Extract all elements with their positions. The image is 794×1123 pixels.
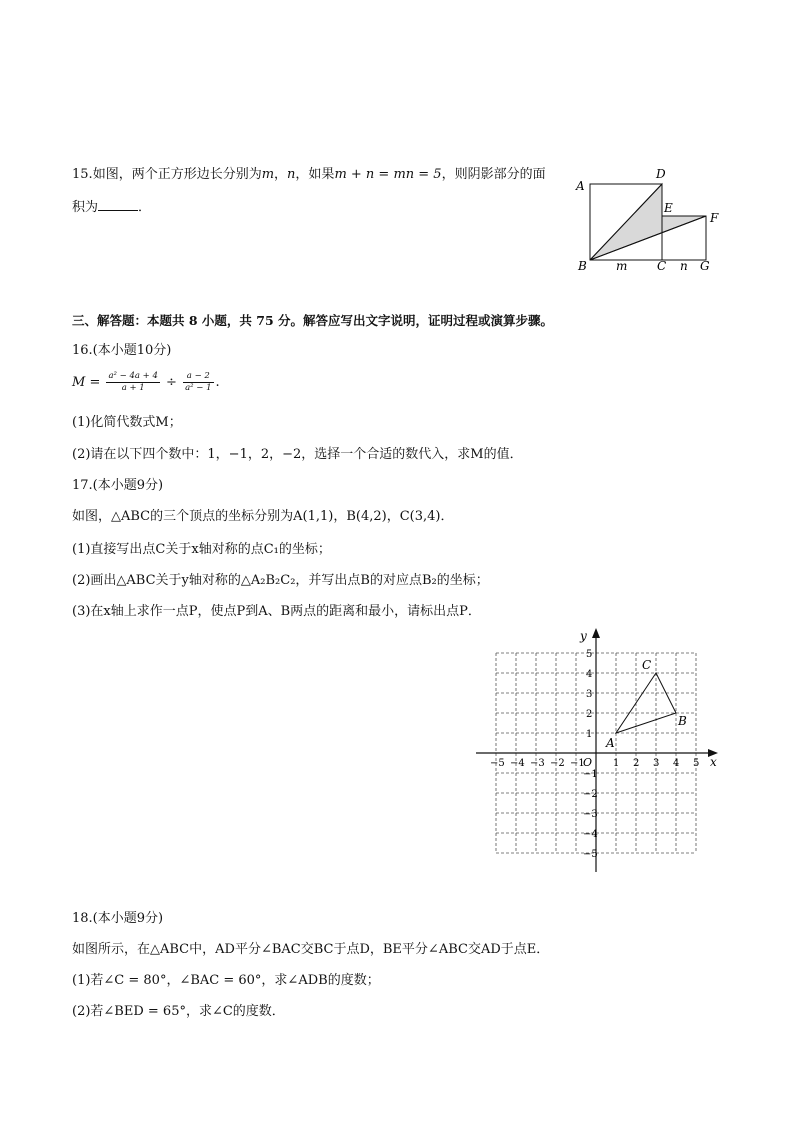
q15-line2-end: ． [138,200,152,215]
q17-part1: (1)直接写出点C关于x轴对称的点C₁的坐标； [72,542,331,557]
q16-part2: (2)请在以下四个数中：1，−1，2，−2，选择一个合适的数代入，求M的值． [72,447,523,462]
y-tick-label: −2 [583,789,598,800]
q15-var-n: n [287,167,296,182]
y-tick-label: 3 [586,689,593,700]
frac1-numerator: a² − 4a + 4 [108,371,158,381]
q17-intro: 如图，△ABC的三个顶点的坐标分别为A(1,1)，B(4,2)，C(3,4)． [72,509,454,524]
y-tick-label: 1 [586,729,593,740]
q15-var-m: m [261,167,275,182]
q16-formula [72,370,220,396]
frac1-denominator: a + 1 [121,383,145,393]
label-D: D [656,167,666,181]
q15-comma: ， [274,167,288,182]
triangle-outline [616,673,676,733]
x-axis-label: x [710,755,717,769]
q18-header: 18.(本小题9分) [72,911,164,926]
q15-text-a: 如图，两个正方形边长分别为 [92,167,262,182]
y-tick-label: −4 [583,829,598,840]
x-tick-label: −4 [510,758,525,769]
x-tick-label: 3 [653,758,660,769]
section3-heading: 三、解答题：本题共 8 小题，共 75 分。解答应写出文字说明，证明过程或演算步骤。 [72,313,554,328]
q17-part2: (2)画出△ABC关于y轴对称的△A₂B₂C₂，并写出点B的对应点B₂的坐标； [72,573,489,588]
q16-part1: (1)化简代数式M； [72,415,182,430]
y-tick-label: 2 [586,709,593,720]
label-E: E [664,201,673,215]
y-axis-label: y [580,629,587,643]
x-tick-label: 5 [693,758,700,769]
coordinate-grid [470,624,732,876]
y-axis-arrow [592,628,600,638]
shaded-region [590,184,706,260]
vertex-label-C: C [642,658,652,672]
q16-lhs: M = [72,375,101,390]
x-tick-label: −2 [550,758,565,769]
origin-label: O [583,756,593,769]
q17-part3: (3)在x轴上求作一点P，使点P到A、B两点的距离和最小，请标出点P． [72,604,481,619]
y-tick-label: 4 [586,669,593,680]
label-A: A [576,179,585,193]
q16-fraction-1 [106,371,159,394]
label-B: B [578,259,587,273]
q16-end: . [215,375,220,390]
vertex-label-A: A [606,736,615,750]
q15-text-b: ，如果 [295,167,335,182]
q15-condition: m + n = mn = 5 [334,167,442,182]
q16-fraction-2 [183,371,213,394]
answer-blank[interactable] [98,198,138,211]
x-tick-label: −5 [490,758,505,769]
vertex-label-B: B [678,714,687,728]
x-tick-label: −3 [530,758,545,769]
q15-figure [570,164,730,276]
x-tick-label: −1 [570,758,585,769]
q15-text-c: ，则阴影部分的面 [441,167,546,182]
triangle-abc [605,658,687,750]
q15-line1 [72,166,546,184]
q18-intro: 如图所示，在△ABC中，AD平分∠BAC交BC于点D，BE平分∠ABC交AD于点E． [72,942,550,957]
label-n: n [680,259,688,273]
x-tick-label: 2 [633,758,640,769]
label-m: m [616,259,628,273]
label-F: F [710,211,719,225]
frac2-numerator: a − 2 [183,371,213,383]
y-tick-label: 5 [586,649,593,660]
label-C: C [657,259,667,273]
frac2-denominator: a² − 1 [185,383,212,393]
q18-part1: (1)若∠C = 80°，∠BAC = 60°，求∠ADB的度数； [72,973,380,988]
y-tick-label: −5 [583,849,598,860]
y-tick-label: −3 [583,809,598,820]
tick-labels [490,649,699,860]
q16-header: 16.(本小题10分) [72,343,172,358]
y-tick-label: −1 [583,769,598,780]
x-tick-label: 4 [673,758,680,769]
q16-divide: ÷ [166,375,177,390]
label-G: G [700,259,710,273]
x-tick-label: 1 [613,758,620,769]
q15-number: 15. [72,167,93,182]
q17-header: 17.(本小题9分) [72,478,164,493]
q15-line2 [72,198,151,217]
q18-part2: (2)若∠BED = 65°，求∠C的度数． [72,1004,285,1019]
q15-line2-text: 积为 [72,200,99,215]
